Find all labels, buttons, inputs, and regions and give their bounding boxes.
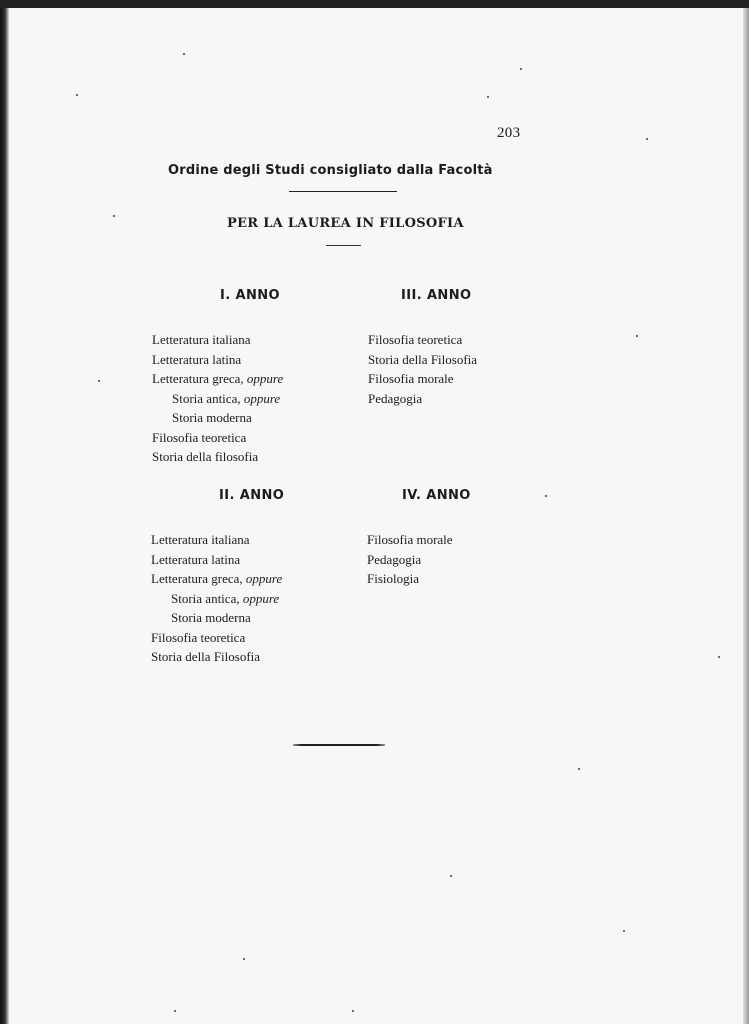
course-item: Filosofia teoretica: [151, 629, 246, 645]
course-note: oppure: [245, 571, 283, 586]
course-item: Letteratura latina: [152, 351, 242, 367]
course-item: Pedagogia: [368, 390, 423, 406]
course-item: Filosofia morale: [367, 532, 453, 547]
scan-speck: [578, 768, 580, 770]
scan-speck: [623, 930, 625, 932]
course-note: oppure: [243, 390, 281, 406]
course-item: Letteratura greca, oppure: [151, 571, 283, 586]
scan-speck: [352, 1010, 354, 1012]
year-third-title: III. ANNO: [401, 288, 472, 303]
year-first-courses: [152, 330, 283, 467]
scan-speck: [98, 380, 100, 382]
scan-speck: [718, 656, 720, 658]
year-third-courses: [368, 330, 477, 408]
course-item: Pedagogia: [367, 551, 422, 567]
scan-speck: [113, 215, 115, 217]
scan-left-edge: [0, 8, 9, 1024]
course-item: Storia moderna: [172, 410, 252, 425]
scan-speck: [243, 958, 245, 960]
heading-rule: [289, 191, 397, 192]
course-item: Letteratura greca, oppure: [152, 371, 284, 386]
scan-right-edge: [743, 8, 749, 1024]
course-item: Storia della Filosofia: [368, 351, 478, 367]
course-item: Letteratura italiana: [151, 532, 250, 547]
course-item: Fisiologia: [367, 571, 420, 586]
page-subheading: PER LA LAUREA IN FILOSOFIA: [227, 216, 464, 231]
year-fourth-courses: [367, 530, 471, 589]
course-item: Filosofia teoretica: [152, 429, 247, 445]
year-first-title: I. ANNO: [220, 288, 280, 303]
course-item: Storia della filosofia: [152, 449, 259, 464]
course-item: Filosofia morale: [368, 371, 454, 386]
scan-speck: [636, 335, 638, 337]
scan-top-edge: [0, 0, 749, 8]
scan-speck: [646, 138, 648, 140]
course-item: Filosofia teoretica: [368, 332, 463, 347]
year-third-block: [368, 288, 477, 408]
year-second-block: [151, 488, 284, 667]
course-item: Letteratura italiana: [152, 332, 251, 347]
scan-speck: [545, 495, 547, 497]
year-fourth-title: IV. ANNO: [402, 488, 471, 503]
year-fourth-block: [367, 488, 471, 589]
course-item: Letteratura latina: [151, 551, 241, 567]
scan-speck: [76, 94, 78, 96]
page-number: 203: [497, 125, 521, 141]
course-note: oppure: [242, 590, 280, 606]
scan-speck: [183, 53, 185, 55]
scan-speck: [174, 1010, 176, 1012]
course-item: Storia antica, oppure: [172, 390, 281, 406]
course-note: oppure: [246, 371, 284, 386]
course-item: Storia della Filosofia: [151, 649, 261, 664]
subheading-rule: [326, 245, 361, 246]
course-item: Storia antica, oppure: [171, 590, 280, 606]
year-second-title: II. ANNO: [219, 488, 285, 503]
end-ornament-rule: [293, 744, 385, 746]
year-second-courses: [151, 530, 284, 667]
scan-speck: [450, 875, 452, 877]
scan-speck: [520, 68, 522, 70]
course-item: Storia moderna: [171, 610, 251, 625]
scan-speck: [487, 96, 489, 98]
page-heading: Ordine degli Studi consigliato dalla Facoltà: [168, 163, 493, 178]
year-first-block: [152, 288, 283, 467]
